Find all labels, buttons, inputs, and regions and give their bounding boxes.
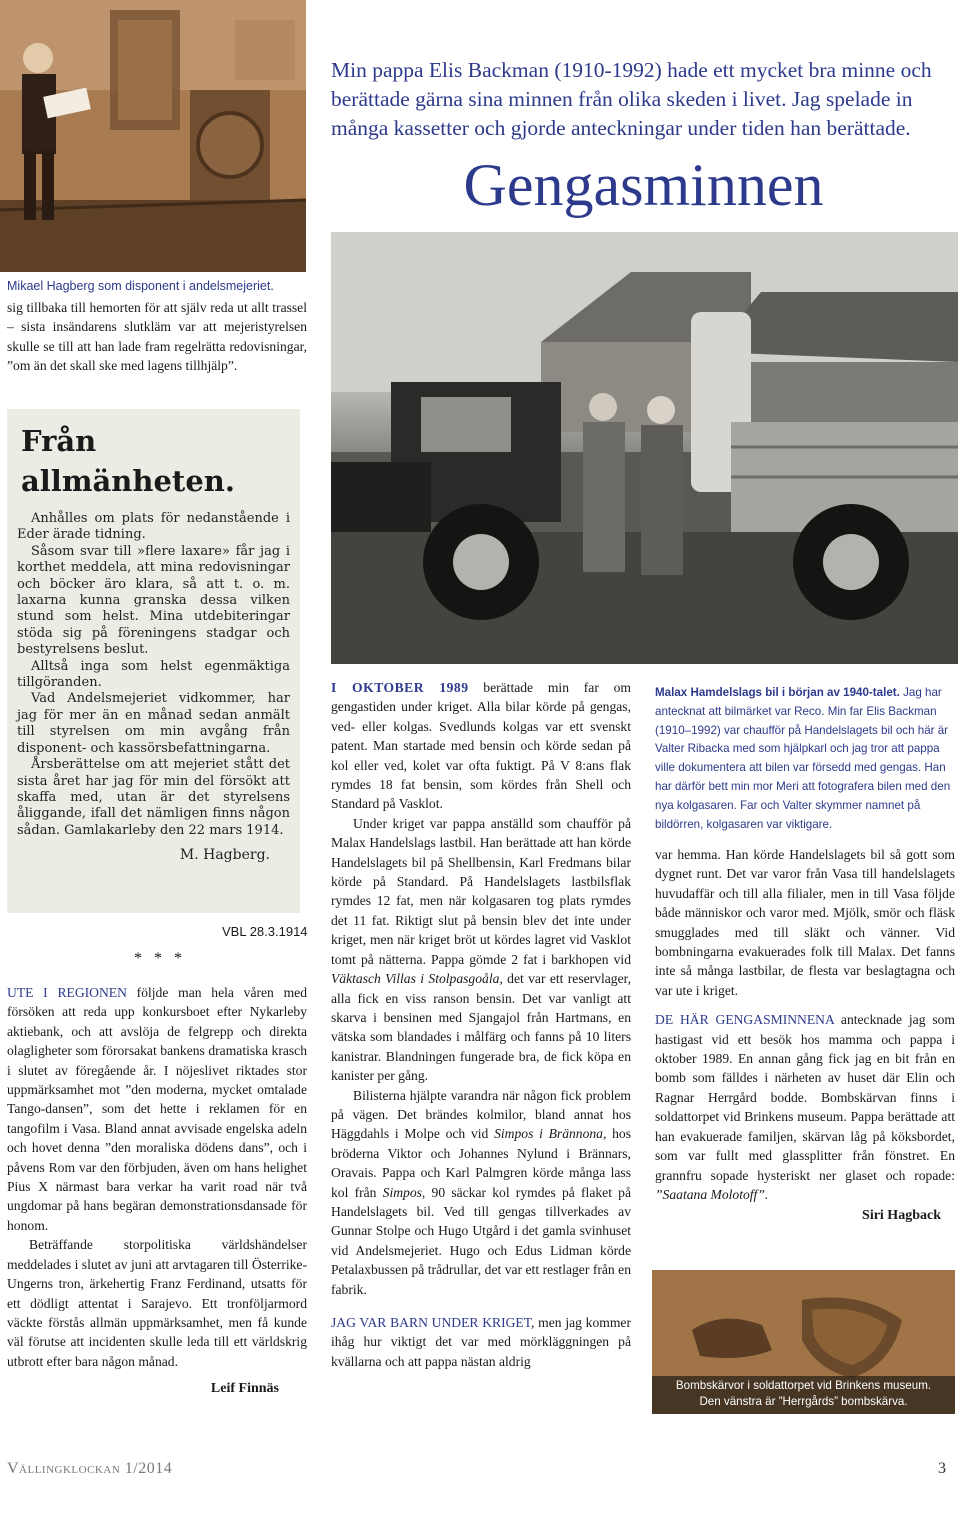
middle-paragraph-2 — [331, 814, 631, 1086]
right-column — [655, 845, 955, 1224]
left-top-paragraph: sig tillbaka till hemorten för att själv reda ut allt trassel – sista insändarens slutkläm var att mejeristyrelsen skulle se till att han lade fram regelrätta redovisningar, ”om än det skall ske med lagens tillhjälp”. — [7, 300, 307, 374]
portrait-illustration — [0, 0, 306, 272]
left-bottom-column — [7, 983, 307, 1397]
middle-paragraph-1-body: berättade min far om gengastiden under kriget. Alla bilar körde på gengas, ved- eller kolgas. Svedlunds kolgas var ett svenskt patent. Man startade med bensin och körde sedan på kol eller ved, kolet var ofta fuktigt. På V 8:ans flak rymdes 18 fat bensin, som kördes från Shell och Standard på Vasklot. — [331, 680, 631, 812]
right-author: Siri Hagback — [862, 1208, 941, 1224]
middle-paragraph-3 — [331, 1086, 631, 1299]
truck-illustration — [331, 232, 958, 664]
middle-paragraph-1 — [331, 678, 631, 814]
left-bottom-paragraph-1 — [7, 983, 307, 1235]
middle-paragraph-4 — [331, 1313, 631, 1371]
middle-paragraph-3-part-a: Bilisterna hjälpte varandra när någon fick problem på vägen. Det brändes kolmilor, bland annat hos Häggdahls i Molpe och vid — [331, 1087, 631, 1142]
portrait-photo — [0, 0, 306, 272]
right-paragraph-2-body: antecknade jag som hastigast vid ett besök hos mamma och pappa i oktober 1989. En annan gång fick jag en bit från en bomb som fälldes i närheten av huset där Elin och Ragnar Herrgård bodde. Bombskärvan finns i soldattorpet vid Brinkens museum. Pappa berättade att han evakuerade familjen, skärvan låg på köksbordet, som var fullt med glassplitter från fönstret. En grannfru sopade hysteriskt ner glaset och ropade: — [655, 1012, 955, 1183]
shrapnel-caption — [652, 1378, 955, 1410]
right-paragraph-2-italic: ”Saatana Molotoff”. — [655, 1186, 769, 1202]
right-paragraph-1: var hemma. Han körde Handelslagets bil så gott som dygnet runt. Det var varor från Vasa till handelslagets huvudaffär och till alla filialer, men in till Vasa följde både människor och varor med. Mjölk, smör och fläsk smugglades med till släkt och vänner. Vid bombningarna evakuerades folk till Malax. Det fanns inte så många lastbilar, de flesta var beslagtagna och var ute i kriget. — [655, 847, 955, 998]
shrapnel-photo — [652, 1270, 955, 1414]
page-title: Gengasminnen — [463, 152, 824, 218]
left-bottom-lead: UTE I REGIONEN — [7, 985, 127, 1000]
clipping-paragraph-2: Såsom svar till »flere laxare» får jag i korthet meddela, att mina redovisningar och böcker äro klara, så att t. o. m. laxarna kunna granska dessa vilken stund som helst. Mina utdebiteringar stöda sig på föreningens stadgar och bestyrelsens beslut. — [17, 543, 290, 658]
left-bottom-paragraph-2: Beträffande storpolitiska världshändelser meddelades i slutet av juni att arvtagaren till Österrike-Ungerns tron, ärkehertig Franz Ferdinand, utsatts för ett dödligt attentat i Sarajevo. Ett tronföljarmord väckte förstås allmän uppmärksamhet, men få kunde väl förutse att incidenten skulle leda till ett världskrig utbrott efter bara någon månad. — [7, 1237, 307, 1369]
middle-paragraph-4-body: , men jag kommer ihåg hur viktigt det var med mörkläggningen på kvällarna och att pappa nästan aldrig — [331, 1315, 631, 1369]
clipping-signature: M. Hagberg. — [179, 847, 270, 864]
clipping-paragraph-1: Anhålles om plats för nedanstående i Eder ärade tidning. — [17, 511, 290, 543]
clipping-source-caption: VBL 28.3.1914 — [222, 924, 308, 939]
middle-paragraph-3-italic-2: Simpos, — [382, 1184, 426, 1200]
right-paragraph-2 — [655, 1010, 955, 1204]
clipping-paragraph-5: Årsberättelse om att mejeriet stått det sista året har jag för min del försökt att skaffa med, utan är det styrelsens åliggande, ifall det nämligen finns någon sådan. Gamlakarleby den 22 mars 1914. — [17, 757, 290, 838]
newspaper-clipping — [7, 409, 300, 913]
footer-publication: Vällingklockan 1/2014 — [7, 1460, 173, 1477]
footer-page-number: 3 — [938, 1460, 946, 1477]
clipping-headline: Från allmänheten. — [21, 424, 235, 498]
middle-lead: I OKTOBER 1989 — [331, 680, 469, 695]
middle-paragraph-2-part-b: det var ett reservlager, alla fick en viss ranson bensin. Det var vanligt att skarva i bensinen med Sjangajol från Hartmans, en vätska som blandades i målfärg och fanns på 10 liters kanistrar. Blandningen fungerade bra, de fick köpa en kanister per gång. — [331, 971, 632, 1084]
middle-paragraph-3-italic-1: Simpos i Brännona, — [494, 1126, 607, 1142]
truck-caption-bold: Malax Hamdelslags bil i början av 1940-talet. — [655, 686, 900, 699]
left-bottom-paragraph-1-body: följde man hela våren med försöken att reda upp konkursboet efter Nykarleby aktiebank, och att avslöja de felgrepp och direkta olagligheter som förorsakat bankens dramatiska krasch i slutet av föregående år. I nöjeslivet riktades stor uppmärksamhet mot ”den moderna, mycket omtalade Tango-dansen”, som det hette i reklamen för en tangofilm i Vasa. Bland annat avvisade engelska adeln och hovet denna ”den moraliska dödens dans”, och i påvens Rom var den förbjuden, även om hans helighet Pius X närmast bara verkar ha varit road när två ungdomar på hans begäran demonstrationsdansade för honom. — [7, 985, 307, 1233]
clipping-paragraph-4: Vad Andelsmejeriet vidkommer, har jag för mer än en månad sedan anmält till styrelsen om min avgång från disponent- och kassörsbefattningarna. — [17, 691, 290, 756]
shrapnel-caption-line-2: Den vänstra är ”Herrgårds” bombskärva. — [699, 1395, 908, 1408]
truck-caption-body: Jag har antecknat att bilmärket var Reco. Min far Elis Backman (1910–1992) var chaufför på Handelslagets bil och här är Valter Ribacka med som hjälpkarl och jag tror att pappa ville dokumentera att bilen var försedd med gengas. Han har därför bett min mor Meri att fotografera bilen med den nya kolgasaren. Far och Valter skymmer namnet på bildörren, kolgasaren var viktigare. — [655, 686, 951, 831]
clipping-paragraph-3: Alltså inga som helst egenmäktiga tillgöranden. — [17, 658, 290, 691]
intro-text: Min pappa Elis Backman (1910-1992) hade ett mycket bra minne och berättade gärna sina minnen från olika skeden i livet. Jag spelade in många kassetter och gjorde anteckningar under tiden han berättade. — [331, 58, 932, 140]
truck-photo — [331, 232, 958, 664]
middle-paragraph-3-part-c: 90 säckar kol rymdes på flaket på Handelslagets bil. Ved till gengas tillverkades av Gunnar Stolpe och Hugo Utgård i det gamla svinhuset vid Andelsmejeriet. Hugo och Edus Lidman körde Petalaxbussen på trådrullar, det var ett restlager från en fabrik. — [331, 1184, 632, 1297]
portrait-caption: Mikael Hagberg som disponent i andelsmejeriet. — [7, 279, 274, 293]
shrapnel-caption-line-1: Bombskärvor i soldattorpet vid Brinkens museum. — [675, 1379, 932, 1392]
middle-paragraph-3-part-b: hos bröderna Viktor och Johannes Nylund i Brännars, Oravais. Pappa och Karl Palmgren körde många lass kol från — [331, 1126, 631, 1200]
middle-paragraph-2-part-a: Under kriget var pappa anställd som chaufför på Malax Handelslags lastbil. Han berättade att han körde Handelslagets bil på Shellbensin, Karl Fredmans bilar körde på Standard. På Handelslagets lastbilsflak rymdes 12 fat, men när kolgasaren tog plats rymdes det 11 fat. Riktigt slut på bensin blev det inte under kriget, men när kriget bröt ut kördes lagret vid Vasklot tomt på nätterna. Pappa gömde 2 fat i barkhopen vid — [331, 815, 631, 967]
middle-column — [331, 678, 631, 1371]
middle-paragraph-4-lead: JAG VAR BARN UNDER KRIGET — [331, 1315, 532, 1330]
section-divider-stars: * * * — [134, 950, 182, 967]
middle-paragraph-2-italic: Väktasch Villas i Stolpasgoåla, — [331, 971, 503, 987]
truck-caption — [655, 684, 955, 834]
left-bottom-author: Leif Finnäs — [210, 1381, 279, 1397]
right-paragraph-2-lead: DE HÄR GENGASMINNENA — [655, 1012, 835, 1028]
